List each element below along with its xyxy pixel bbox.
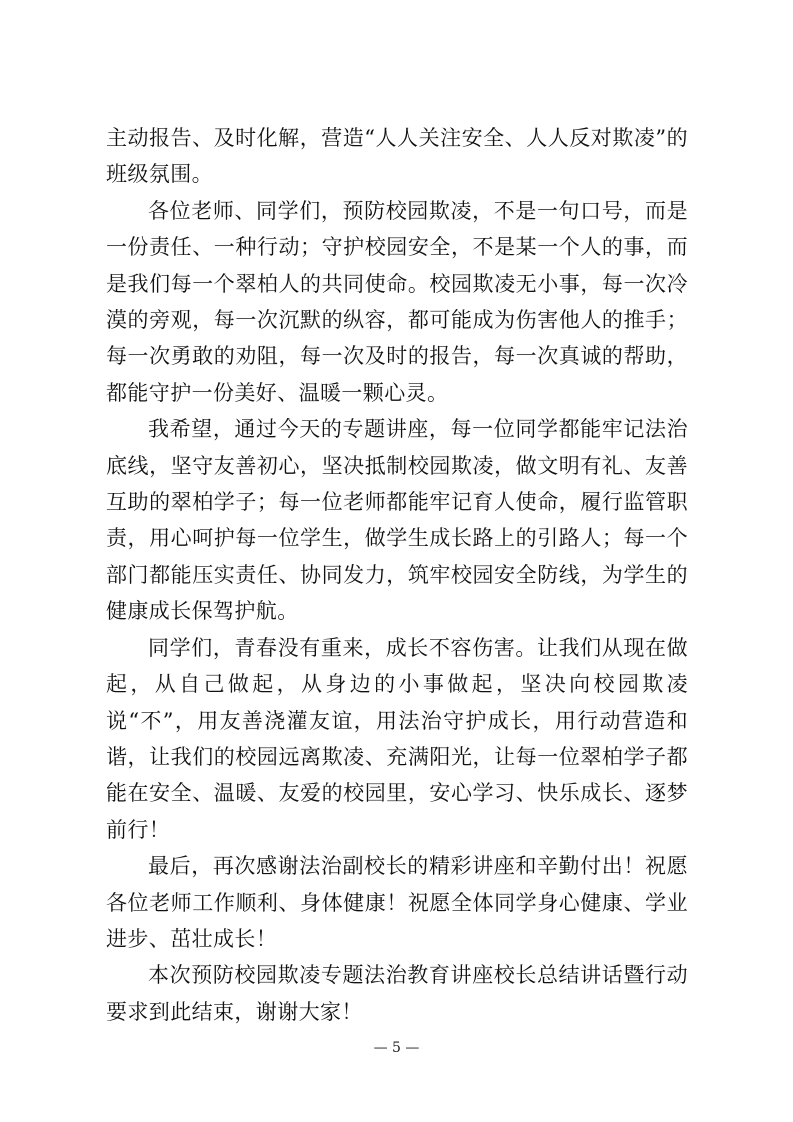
page-number: — 5 — xyxy=(373,1040,420,1056)
paragraph-closing: 本次预防校园欺凌专题法治教育讲座校长总结讲话暨行动要求到此结束，谢谢大家！ xyxy=(106,963,688,1024)
paragraph-call-to-action: 同学们，青春没有重来，成长不容伤害。让我们从现在做起，从自己做起，从身边的小事做起，坚决向校园欺凌说“不”，用友善浇灌友谊，用法治守护成长，用行动营造和谐，让我们的校园远离欺凌、充满阳光，让每一位翠柏学子都能在安全、温暖、友爱的校园里，安心学习、快乐成长、逐梦前行！ xyxy=(106,635,688,842)
paragraph-hopes: 我希望，通过今天的专题讲座，每一位同学都能牢记法治底线，坚守友善初心，坚决抵制校园欺凌，做文明有礼、友善互助的翠柏学子；每一位老师都能牢记育人使命，履行监管职责，用心呵护每一位学生，做学生成长路上的引路人；每一个部门都能压实责任、协同发力，筑牢校园安全防线，为学生的健康成长保驾护航。 xyxy=(106,417,688,624)
document-body xyxy=(106,120,688,1030)
paragraph-continuation: 主动报告、及时化解，营造“人人关注安全、人人反对欺凌”的班级氛围。 xyxy=(106,126,688,187)
paragraph-shared-mission: 各位老师、同学们，预防校园欺凌，不是一句口号，而是一份责任、一种行动；守护校园安全，不是某一个人的事，而是我们每一个翠柏人的共同使命。校园欺凌无小事，每一次冷漠的旁观，每一次沉默的纵容，都可能成为伤害他人的推手；每一次勇敢的劝阻，每一次及时的报告，每一次真诚的帮助，都能守护一份美好、温暖一颗心灵。 xyxy=(106,198,688,405)
paragraph-thanks: 最后，再次感谢法治副校长的精彩讲座和辛勤付出！祝愿各位老师工作顺利、身体健康！祝愿全体同学身心健康、学业进步、茁壮成长！ xyxy=(106,854,688,951)
